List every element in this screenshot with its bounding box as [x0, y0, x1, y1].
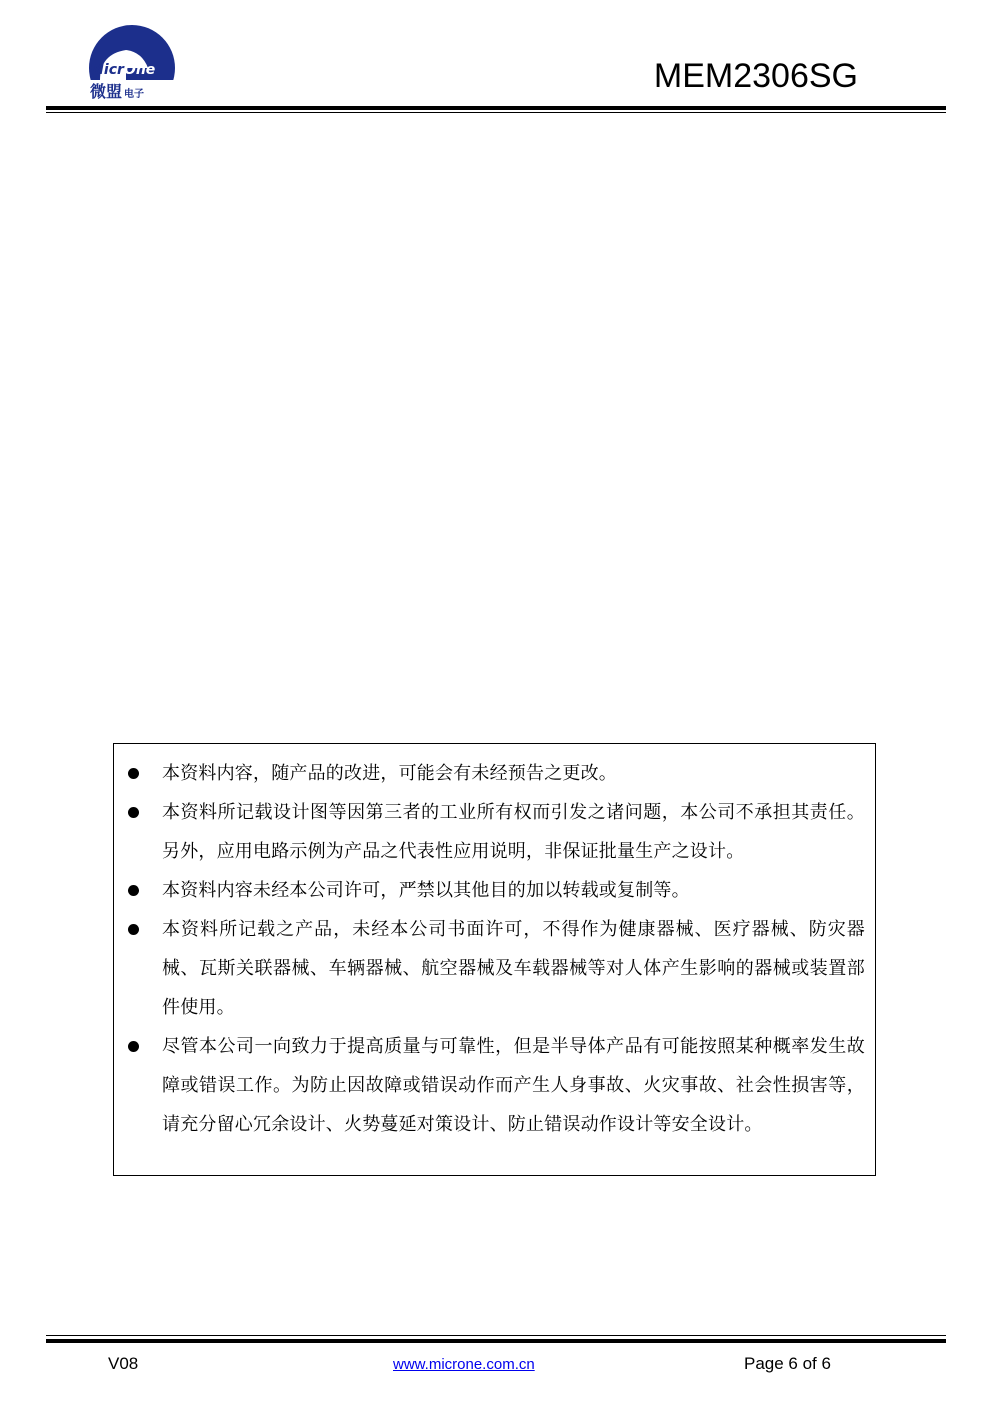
- disclaimer-item: 本资料所记载之产品，未经本公司书面许可，不得作为健康器械、医疗器械、防灾器械、瓦斯关联器械、车辆器械、航空器械及车载器械等对人体产生影响的器械或装置部件使用。: [114, 910, 875, 1027]
- disclaimer-box: [113, 743, 876, 1176]
- disclaimer-item: 本资料所记载设计图等因第三者的工业所有权而引发之诸问题，本公司不承担其责任。另外，应用电路示例为产品之代表性应用说明，非保证批量生产之设计。: [114, 793, 875, 871]
- company-logo: [86, 24, 178, 104]
- bullet-icon: [128, 924, 139, 935]
- bullet-icon: [128, 1041, 139, 1052]
- logo-english-text: MicrOne: [90, 62, 156, 78]
- version-label: V08: [108, 1354, 139, 1373]
- website-link[interactable]: www.microne.com.cn: [393, 1356, 535, 1373]
- footer-rule-thick: [46, 1339, 946, 1343]
- disclaimer-item: 尽管本公司一向致力于提高质量与可靠性，但是半导体产品有可能按照某种概率发生故障或错误工作。为防止因故障或错误动作而产生人身事故、火灾事故、社会性损害等，请充分留心冗余设计、火势蔓延对策设计、防止错误动作设计等安全设计。: [114, 1027, 875, 1144]
- header-rule-thick: [46, 106, 946, 110]
- logo-chinese-text: 微盟 电子: [90, 82, 145, 101]
- page-number: Page 6 of 6: [744, 1354, 831, 1373]
- bullet-icon: [128, 885, 139, 896]
- bullet-icon: [128, 768, 139, 779]
- header-rule-thin: [46, 112, 946, 113]
- disclaimer-list: [114, 744, 875, 1144]
- disclaimer-item: 本资料内容，随产品的改进，可能会有未经预告之更改。: [114, 754, 875, 793]
- document-title: MEM2306SG: [653, 57, 858, 95]
- bullet-icon: [128, 807, 139, 818]
- disclaimer-item: 本资料内容未经本公司许可，严禁以其他目的加以转载或复制等。: [114, 871, 875, 910]
- footer-rule-thin: [46, 1335, 946, 1336]
